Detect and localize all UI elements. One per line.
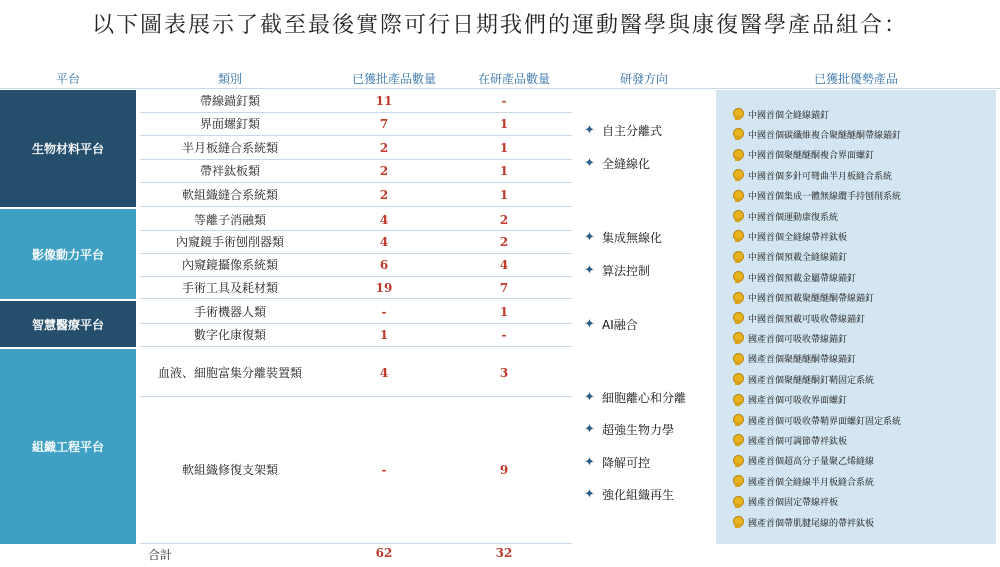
table-row bbox=[140, 277, 572, 299]
advantage-product-item: 國產首個全縫線半月板縫合系統 bbox=[732, 473, 874, 489]
advantage-product-item: 國產首個可吸收帶鞘界面螺釘固定系統 bbox=[732, 412, 901, 428]
page-title: 以下圖表展示了截至最後實際可行日期我們的運動醫學與康復醫學產品組合： bbox=[91, 13, 908, 38]
table-row bbox=[140, 324, 572, 347]
table-row bbox=[140, 231, 572, 254]
table-row bbox=[140, 136, 572, 160]
direction-item: ✦ 算法控制 bbox=[584, 262, 651, 278]
header-direction: 研發方向 bbox=[619, 72, 668, 86]
category-cell: 內窺鏡攝像系統類 bbox=[181, 258, 278, 272]
advantage-product-item: 國產首個可吸收界面螺釘 bbox=[732, 392, 847, 408]
platform-tissue-engineering: 組織工程平台 bbox=[0, 349, 136, 544]
approved-count-cell: 6 bbox=[379, 258, 389, 272]
advantage-product-item: 中國首個碳纖維複合聚醚醚酮帶線錨釘 bbox=[732, 126, 901, 142]
advantage-product-item: 中國首個集成一體無線纜手持刨削系統 bbox=[732, 188, 901, 204]
approved-count-cell: 11 bbox=[375, 94, 393, 108]
medal-icon bbox=[732, 128, 743, 140]
category-cell: 帶線錨釘類 bbox=[199, 94, 260, 108]
table-row bbox=[140, 254, 572, 277]
medal-icon bbox=[732, 292, 743, 304]
approved-count-cell: 2 bbox=[379, 141, 389, 155]
research-count-cell: 7 bbox=[499, 281, 509, 295]
approved-count-cell: 19 bbox=[375, 281, 393, 295]
star-icon: ✦ bbox=[584, 389, 595, 405]
advantage-product-item: 中國首個預載金屬帶線錨釘 bbox=[732, 269, 856, 285]
star-icon: ✦ bbox=[584, 486, 595, 502]
table-row bbox=[140, 183, 572, 207]
category-cell: 等離子消融類 bbox=[193, 213, 266, 227]
approved-count-cell: 4 bbox=[379, 213, 389, 227]
medal-icon bbox=[732, 251, 743, 263]
advantage-product-item: 國產首個聚醚醚酮釘鞘固定系統 bbox=[732, 371, 874, 387]
advantage-product-item: 中國首個全縫線錨釘 bbox=[732, 106, 829, 122]
research-count-cell: 9 bbox=[499, 463, 509, 477]
table-row bbox=[140, 397, 572, 544]
advantage-product-item: 中國首個預載聚醚醚酮帶線錨釘 bbox=[732, 290, 874, 306]
medal-icon bbox=[732, 496, 743, 508]
advantage-product-item: 中國首個全縫線帶袢鈦板 bbox=[732, 228, 847, 244]
advantage-product-item: 國產首個帶肌腱尾線的帶袢鈦板 bbox=[732, 514, 874, 530]
category-cell: 帶袢鈦板類 bbox=[199, 164, 260, 178]
category-cell: 手術工具及耗材類 bbox=[181, 281, 278, 295]
approved-count-cell: - bbox=[381, 463, 387, 477]
medal-icon bbox=[732, 271, 743, 283]
star-icon: ✦ bbox=[584, 421, 595, 437]
advantage-product-item: 中國首個預載全縫線錨釘 bbox=[732, 249, 847, 265]
approved-count-cell: 2 bbox=[379, 188, 389, 202]
medal-icon bbox=[732, 353, 743, 365]
table-row bbox=[140, 113, 572, 136]
total-label: 合計 bbox=[148, 548, 173, 562]
table-row bbox=[140, 90, 572, 113]
header-platform: 平台 bbox=[55, 72, 80, 86]
direction-item: ✦ 自主分離式 bbox=[584, 122, 663, 138]
advantage-product-item: 國產首個聚醚醚酮帶線錨釘 bbox=[732, 351, 856, 367]
star-icon: ✦ bbox=[584, 155, 595, 171]
direction-item: ✦ 強化組織再生 bbox=[584, 486, 675, 502]
advantage-product-item: 國產首個超高分子量聚乙烯縫線 bbox=[732, 453, 874, 469]
medal-icon bbox=[732, 516, 743, 528]
advantage-product-item: 國產首個可吸收帶線錨釘 bbox=[732, 330, 847, 346]
medal-icon bbox=[732, 373, 743, 385]
research-count-cell: 1 bbox=[499, 188, 509, 202]
medal-icon bbox=[732, 108, 743, 120]
category-cell: 軟組織修復支架類 bbox=[181, 463, 278, 477]
header-research: 在研產品數量 bbox=[477, 72, 550, 86]
table-row bbox=[140, 301, 572, 324]
category-cell: 軟組織縫合系統類 bbox=[181, 188, 278, 202]
research-count-cell: 1 bbox=[499, 117, 509, 131]
medal-icon bbox=[732, 169, 743, 181]
direction-item: ✦ 集成無線化 bbox=[584, 229, 663, 245]
category-cell: 半月板縫合系統類 bbox=[181, 141, 278, 155]
medal-icon bbox=[732, 312, 743, 324]
platform-imaging-power: 影像動力平台 bbox=[0, 209, 136, 299]
star-icon: ✦ bbox=[584, 122, 595, 138]
medal-icon bbox=[732, 210, 743, 222]
category-cell: 手術機器人類 bbox=[193, 305, 266, 319]
direction-item: ✦ AI融合 bbox=[584, 316, 638, 332]
medal-icon bbox=[732, 394, 743, 406]
approved-count-cell: 4 bbox=[379, 366, 389, 380]
approved-count-cell: 1 bbox=[379, 328, 389, 342]
advantage-product-item: 中國首個運動康復系統 bbox=[732, 208, 838, 224]
header-approved: 已獲批產品數量 bbox=[351, 72, 436, 86]
medal-icon bbox=[732, 455, 743, 467]
direction-item: ✦ 全縫線化 bbox=[584, 155, 651, 171]
star-icon: ✦ bbox=[584, 262, 595, 278]
header-divider bbox=[0, 88, 1000, 89]
total-research: 32 bbox=[495, 546, 513, 560]
medal-icon bbox=[732, 190, 743, 202]
table-row bbox=[140, 209, 572, 231]
category-cell: 血液、細胞富集分離裝置類 bbox=[157, 366, 302, 380]
research-count-cell: - bbox=[501, 328, 507, 342]
research-count-cell: 1 bbox=[499, 164, 509, 178]
research-count-cell: 2 bbox=[499, 213, 509, 227]
platform-smart-medical: 智慧醫療平台 bbox=[0, 301, 136, 347]
medal-icon bbox=[732, 230, 743, 242]
approved-count-cell: 7 bbox=[379, 117, 389, 131]
research-count-cell: 2 bbox=[499, 235, 509, 249]
category-cell: 界面螺釘類 bbox=[199, 117, 260, 131]
direction-item: ✦ 降解可控 bbox=[584, 454, 651, 470]
research-count-cell: 1 bbox=[499, 305, 509, 319]
category-cell: 內窺鏡手術刨削器類 bbox=[175, 235, 284, 249]
star-icon: ✦ bbox=[584, 454, 595, 470]
medal-icon bbox=[732, 475, 743, 487]
advantage-product-item: 國產首個固定帶線袢板 bbox=[732, 494, 838, 510]
advantage-product-item: 中國首個聚醚醚酮複合界面螺釘 bbox=[732, 147, 874, 163]
advantage-product-item: 中國首個多針可彎曲半月板縫合系統 bbox=[732, 167, 892, 183]
header-category: 類別 bbox=[217, 72, 242, 86]
research-count-cell: 4 bbox=[499, 258, 509, 272]
table-row bbox=[140, 160, 572, 183]
direction-item: ✦ 細胞離心和分離 bbox=[584, 389, 687, 405]
direction-item: ✦ 超強生物力學 bbox=[584, 421, 675, 437]
advantage-product-item: 中國首個預載可吸收帶線錨釘 bbox=[732, 310, 865, 326]
medal-icon bbox=[732, 414, 743, 426]
category-cell: 數字化康復類 bbox=[193, 328, 266, 342]
research-count-cell: 1 bbox=[499, 141, 509, 155]
approved-count-cell: 4 bbox=[379, 235, 389, 249]
medal-icon bbox=[732, 434, 743, 446]
research-count-cell: 3 bbox=[499, 366, 509, 380]
medal-icon bbox=[732, 149, 743, 161]
total-approved: 62 bbox=[375, 546, 393, 560]
medal-icon bbox=[732, 332, 743, 344]
research-count-cell: - bbox=[501, 94, 507, 108]
approved-count-cell: 2 bbox=[379, 164, 389, 178]
star-icon: ✦ bbox=[584, 229, 595, 245]
header-advantage: 已獲批優勢產品 bbox=[813, 72, 898, 86]
approved-count-cell: - bbox=[381, 305, 387, 319]
advantage-product-item: 國產首個可調節帶袢鈦板 bbox=[732, 432, 847, 448]
star-icon: ✦ bbox=[584, 316, 595, 332]
table-row bbox=[140, 349, 572, 397]
platform-biomaterial: 生物材料平台 bbox=[0, 90, 136, 207]
